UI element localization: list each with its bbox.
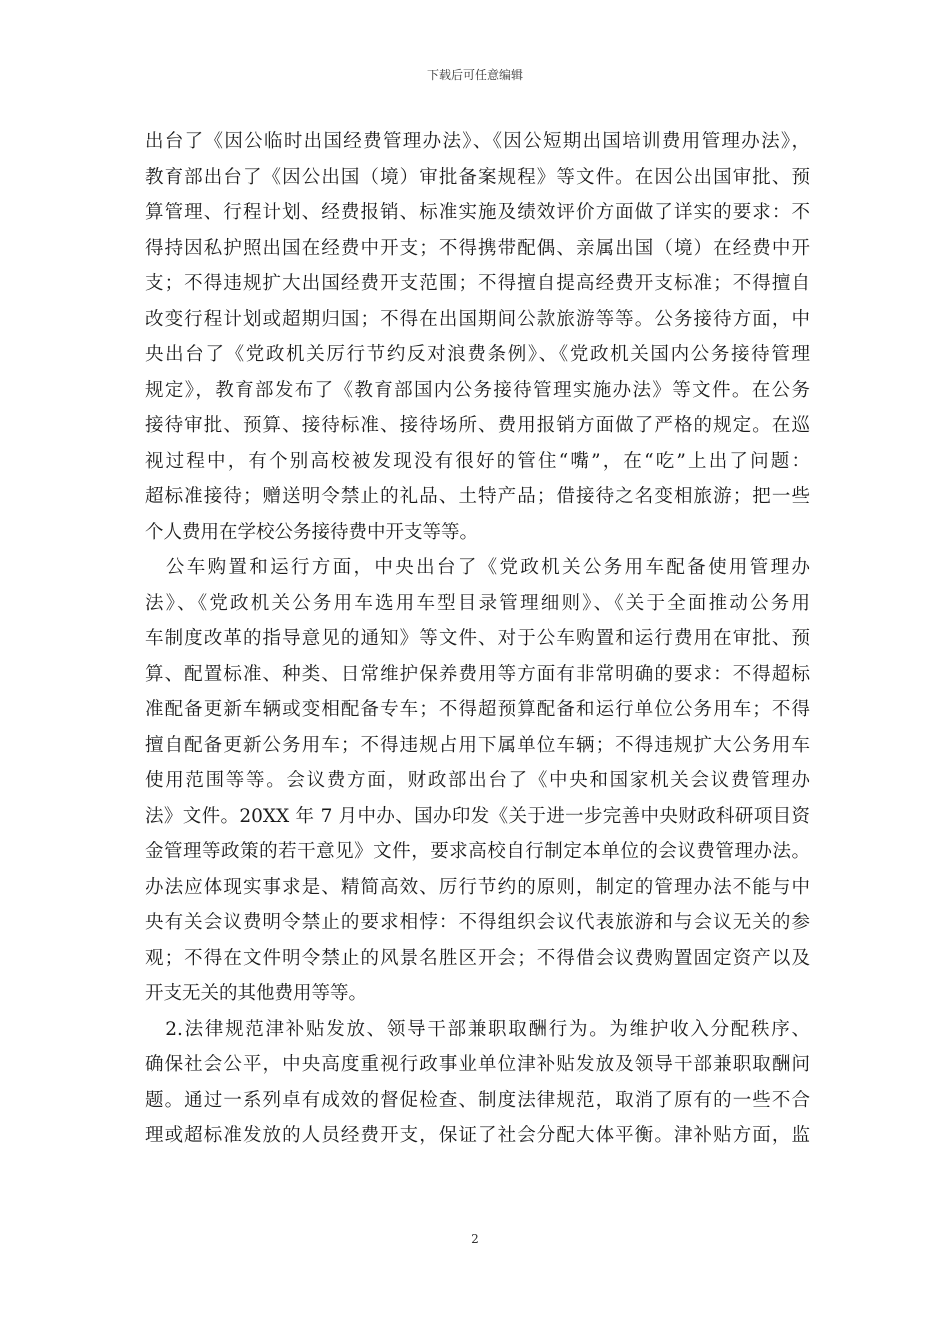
text-line: 央出台了《党政机关厉行节约反对浪费条例》、《党政机关国内公务接待管理 (145, 344, 810, 365)
text-line: 教育部出台了《因公出国（境）审批备案规程》等文件。在因公出国审批、预 (145, 166, 810, 188)
text-line: 准配备更新车辆或变相配备专车；不得超预算配备和运行单位公务用车；不得 (145, 699, 810, 720)
text-line: 央有关会议费明令禁止的要求相悖：不得组织会议代表旅游和与会议无关的参 (145, 912, 810, 933)
text-line: 改变行程计划或超期归国；不得在出国期间公款旅游等等。公务接待方面，中 (145, 308, 810, 330)
paragraph-3 (145, 1012, 810, 1154)
text-line: 接待审批、预算、接待标准、接待场所、费用报销方面做了严格的规定。在巡 (145, 415, 810, 436)
text-line: 擅自配备更新公务用车；不得违规占用下属单位车辆；不得违规扩大公务用车 (145, 734, 810, 756)
text-line: 规定》，教育部发布了《教育部国内公务接待管理实施办法》等文件。在公务 (145, 379, 810, 401)
page-number: 2 (471, 1232, 479, 1246)
paragraph-2 (145, 550, 810, 1012)
text-line: 金管理等政策的若干意见》文件，要求高校自行制定本单位的会议费管理办法。 (145, 841, 810, 862)
text-line: 法》文件。20XX 年 7 月中办、国办印发《关于进一步完善中央财政科研项目资 (145, 805, 810, 827)
text-line: 得持因私护照出国在经费中开支；不得携带配偶、亲属出国（境）在经费中开 (145, 237, 810, 259)
paragraph-1 (145, 124, 810, 550)
text-line: 算管理、行程计划、经费报销、标准实施及绩效评价方面做了详实的要求：不 (145, 202, 810, 223)
text-line: 支；不得违规扩大出国经费开支范围；不得擅自提高经费开支标准；不得擅自 (145, 273, 810, 294)
document-body (145, 124, 810, 1154)
text-line: 办法应体现实事求是、精简高效、厉行节约的原则，制定的管理办法不能与中 (145, 876, 810, 898)
text-line: 观；不得在文件明令禁止的风景名胜区开会；不得借会议费购置固定资产以及 (145, 947, 810, 969)
text-line: 超标准接待；赠送明令禁止的礼品、土特产品；借接待之名变相旅游；把一些 (145, 486, 810, 507)
text-line: 算、配置标准、种类、日常维护保养费用等方面有非常明确的要求：不得超标 (145, 663, 810, 685)
text-line: 出台了《因公临时出国经费管理办法》、《因公短期出国培训费用管理办法》， (145, 131, 810, 152)
text-line: 2.法律规范津补贴发放、领导干部兼职取酬行为。为维护收入分配秩序、 (145, 1018, 810, 1040)
text-line: 题。通过一系列卓有成效的督促检查、制度法律规范，取消了原有的一些不合 (145, 1089, 810, 1111)
text-line: 车制度改革的指导意见的通知》等文件、对于公车购置和运行费用在审批、预 (145, 628, 810, 649)
text-line: 个人费用在学校公务接待费中开支等等。 (145, 521, 479, 543)
text-line: 视过程中，有个别高校被发现没有很好的管住“嘴”，在“吃”上出了问题： (145, 450, 810, 472)
page-header: 下载后可任意编辑 (426, 68, 523, 82)
text-line: 确保社会公平，中央高度重视行政事业单位津补贴发放及领导干部兼职取酬问 (145, 1054, 810, 1075)
text-line: 理或超标准发放的人员经费开支，保证了社会分配大体平衡。津补贴方面，监 (145, 1125, 810, 1146)
text-line: 使用范围等等。会议费方面，财政部出台了《中央和国家机关会议费管理办 (145, 770, 810, 791)
text-line: 公车购置和运行方面，中央出台了《党政机关公务用车配备使用管理办 (145, 557, 810, 578)
text-line: 法》、《党政机关公务用车选用车型目录管理细则》、《关于全面推动公务用 (145, 592, 810, 614)
text-line: 开支无关的其他费用等等。 (145, 983, 368, 1004)
